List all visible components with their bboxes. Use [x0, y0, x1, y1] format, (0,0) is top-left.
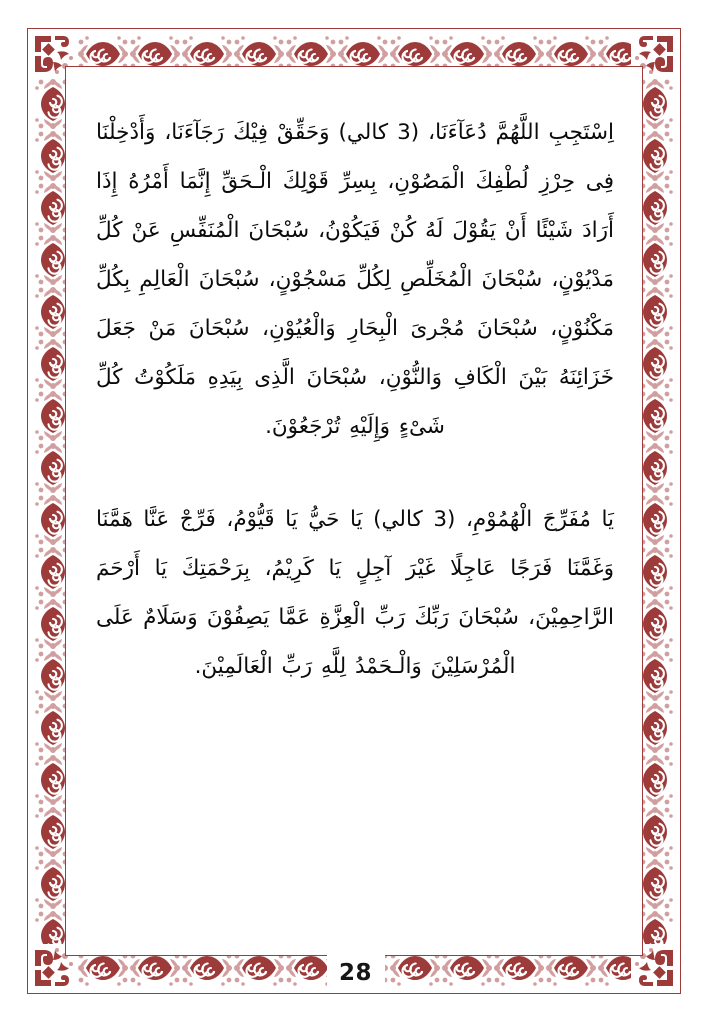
prayer-paragraph-2: يَا مُفَرِّجَ الْهُمُوْمِ، (3 كالي) يَا حَيُّ يَا قَيُّوْمُ، فَرِّجْ عَنَّا هَمَّنَا وَغَمَّنَا فَرَجًا عَاجِلًا غَيْرَ آجِلٍ يَا كَرِيْمُ، بِرَحْمَتِكَ يَا أَرْحَمَ الرَّاحِمِيْنَ، سُبْحَانَ رَبِّكَ رَبِّ الْعِزَّةِ عَمَّا يَصِفُوْنَ وَسَلَامٌ عَلَى الْمُرْسَلِيْنَ وَالْـحَمْدُ لِلَّهِ رَبِّ الْعَالَمِيْنَ.	[96, 507, 614, 679]
prayer-paragraph-1: اِسْتَجِبِ اللَّهُمَّ دُعَآءَنَا، (3 كالي) وَحَقِّقْ فِيْكَ رَجَآءَنَا، وَأَدْخِلْنَا فِى حِرْزِ لُطْفِكَ الْمَصُوْنِ، بِسِرِّ قَوْلِكَ الْـحَقِّ إِنَّمَا أَمْرُهُ إِذَا أَرَادَ شَيْئًا أَنْ يَقُوْلَ لَهُ كُنْ فَيَكُوْنُ، سُبْحَانَ الْمُنَفِّسِ عَنْ كُلِّ مَدْيُوْنٍ، سُبْحَانَ الْمُخَلِّصِ لِكُلِّ مَسْجُوْنٍ، سُبْحَانَ الْعَالِمِ بِكُلِّ مَكْنُوْنٍ، سُبْحَانَ مُجْرىَ الْبِحَارِ وَالْعُيُوْنِ، سُبْحَانَ مَنْ جَعَلَ خَزَائِنَهُ بَيْنَ الْكَافِ وَالنُّوْنِ، سُبْحَانَ الَّذِى بِيَدِهِ مَلَكُوْتُ كُلِّ شَىْءٍ وَإِلَيْهِ تُرْجَعُوْنَ.	[96, 120, 614, 439]
page-number: 28	[327, 955, 385, 991]
prayer-text-body	[96, 108, 614, 908]
